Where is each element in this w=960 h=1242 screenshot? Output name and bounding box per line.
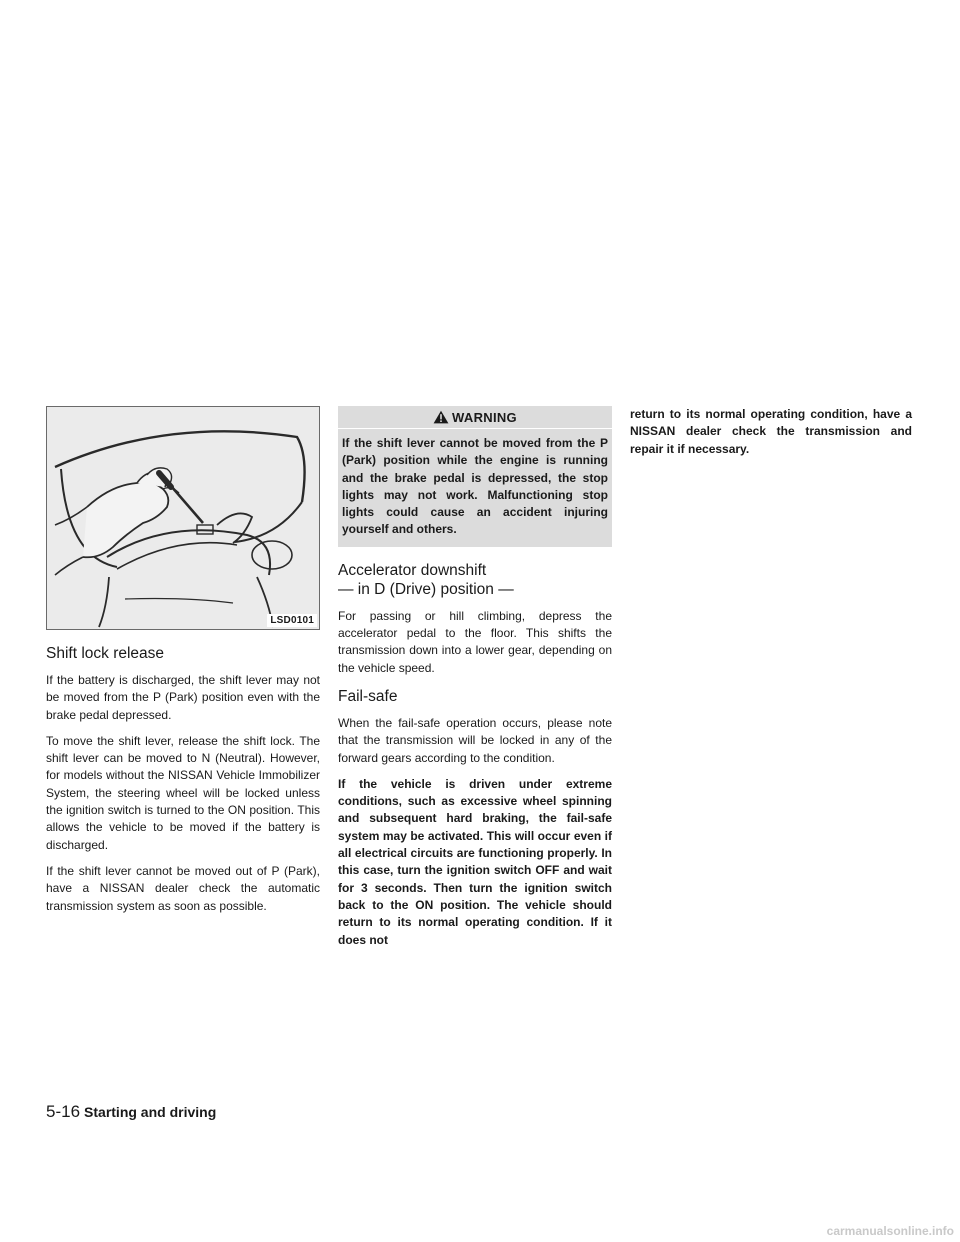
accelerator-heading	[338, 561, 612, 599]
shift-lock-paragraph-2: To move the shift lever, release the shift lock. The shift lever can be moved to N (Neutral). However, for models without the NISSAN Vehicle Immobilizer System, the steering wheel will be locked unless the ignition switch is turned to the ON position. This allows the vehicle to be moved if the battery is discharged.	[46, 733, 320, 852]
accelerator-paragraph: For passing or hill climbing, depress the accelerator pedal to the floor. This shifts the transmission down into a lower gear, depending on the vehicle speed.	[338, 608, 612, 675]
warning-box	[338, 406, 612, 547]
shift-lock-paragraph-1: If the battery is discharged, the shift lever may not be moved from the P (Park) position even with the brake pedal depressed.	[46, 673, 320, 722]
shift-lock-figure	[46, 406, 320, 630]
fail-safe-bold-paragraph: If the vehicle is driven under extreme conditions, such as excessive wheel spinning and subsequent hard braking, the fail-safe system may be activated. This will occur even if all electrical circuits are functioning properly. In this case, turn the ignition switch OFF and wait for 3 seconds. Then turn the ignition switch back to the ON position. The vehicle should return to its normal operating condition. If it does not	[338, 776, 612, 947]
warning-triangle-icon	[433, 410, 449, 424]
shift-lock-heading: Shift lock release	[46, 645, 165, 662]
right-column	[630, 406, 912, 467]
watermark: carmanualsonline.info	[826, 1224, 954, 1238]
fail-safe-continuation: return to its normal operating condition, have a NISSAN dealer check the transmission and repair it if necessary.	[630, 407, 912, 456]
page-footer	[46, 1102, 216, 1122]
shift-lock-paragraph-3: If the shift lever cannot be moved out of P (Park), have a NISSAN dealer check the automatic transmission system as soon as possible.	[46, 863, 320, 913]
section-name: Starting and driving	[84, 1104, 217, 1120]
fail-safe-paragraph: When the fail-safe operation occurs, please note that the transmission will be locked in any of the forward gears according to the condition.	[338, 715, 612, 765]
fail-safe-heading: Fail-safe	[338, 687, 398, 705]
hand-releasing-shift-lock-icon	[47, 407, 319, 629]
warning-title: WARNING	[452, 409, 517, 425]
accelerator-heading-line1: Accelerator downshift	[338, 561, 487, 579]
warning-header	[338, 406, 612, 429]
accelerator-heading-line2: — in D (Drive) position —	[338, 580, 514, 598]
left-column	[46, 406, 320, 924]
page-number: 5-16	[46, 1102, 81, 1121]
figure-code: LSD0101	[267, 614, 317, 627]
warning-text: If the shift lever cannot be moved from the P (Park) position while the engine is running and the brake pedal is depressed, the stop lights may not work. Malfunctioning stop lights could cause an accident injuring yourself and others.	[342, 436, 608, 537]
middle-column	[338, 406, 612, 958]
